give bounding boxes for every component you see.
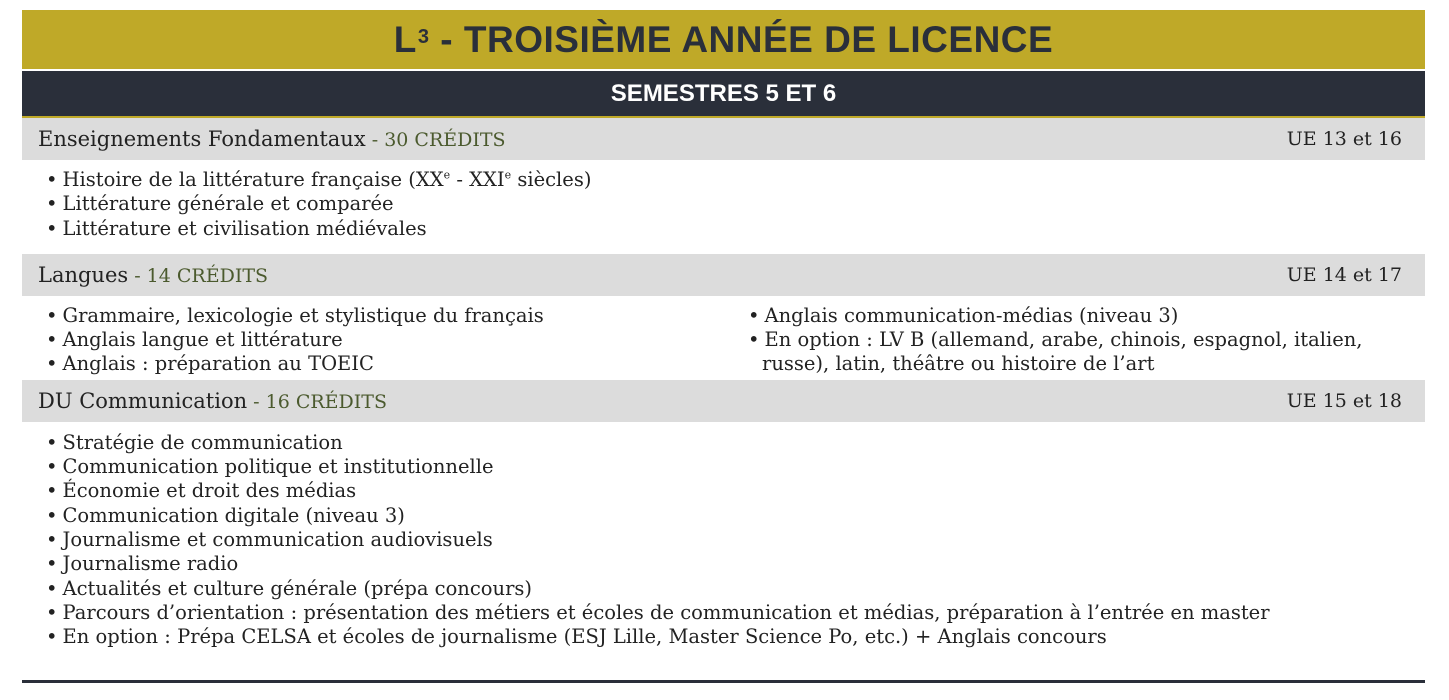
list-item: • Journalisme radio: [38, 552, 1425, 576]
list-item: • Parcours d’orientation : présentation des métiers et écoles de communication et médias, préparation à l’entrée en master: [38, 601, 1425, 625]
section-separator: -: [365, 129, 385, 151]
list-item: • Histoire de la littérature française (XXe - XXIe siècles): [38, 168, 1425, 192]
list-item: • En option : Prépa CELSA et écoles de journalisme (ESJ Lille, Master Science Po, etc.) + Anglais concours: [38, 625, 1425, 649]
list-item: • Anglais communication-médias (niveau 3): [740, 304, 1400, 328]
section-header-du-communication: [22, 380, 1425, 422]
curriculum-table: [22, 10, 1425, 649]
section-heading: [38, 389, 387, 413]
bottom-divider: [22, 680, 1425, 683]
list-item: • Littérature générale et comparée: [38, 192, 1425, 216]
list-item: • Actualités et culture générale (prépa concours): [38, 577, 1425, 601]
list-item: • Littérature et civilisation médiévales: [38, 217, 1425, 241]
section-ue: UE 14 et 17: [1286, 263, 1402, 286]
title-letter: L: [393, 18, 417, 60]
course-list-right: [740, 304, 1400, 377]
section-header-fondamentaux: [22, 118, 1425, 160]
course-list: [38, 168, 1425, 241]
section-ue: UE 15 et 18: [1286, 389, 1402, 412]
section-separator: -: [247, 390, 266, 413]
section-body-langues: [22, 296, 1425, 380]
section-body-du-communication: [22, 422, 1425, 650]
list-item: • Communication digitale (niveau 3): [38, 504, 1425, 528]
page-title: [22, 10, 1425, 69]
section-credits: 14 CRÉDITS: [146, 264, 269, 287]
list-item: • Communication politique et institutionnelle: [38, 455, 1425, 479]
semesters-banner: SEMESTRES 5 ET 6: [22, 71, 1425, 118]
section-body-fondamentaux: [22, 160, 1425, 254]
course-list-left: [38, 304, 740, 377]
list-item: • En option : LV B (allemand, arabe, chinois, espagnol, italien, russe), latin, théâtre ou histoire de l’art: [740, 328, 1400, 377]
section-separator: -: [128, 264, 147, 287]
section-credits: 16 CRÉDITS: [265, 390, 387, 413]
title-superscript: 3: [417, 26, 430, 48]
title-text: - TROISIÈME ANNÉE DE LICENCE: [429, 18, 1054, 60]
section-ue: UE 13 et 16: [1286, 128, 1402, 150]
list-item: • Anglais : préparation au TOEIC: [38, 352, 740, 376]
list-item: • Grammaire, lexicologie et stylistique du français: [38, 304, 740, 328]
section-name: Langues: [38, 262, 129, 287]
section-credits: 30 CRÉDITS: [384, 129, 506, 151]
list-item: • Économie et droit des médias: [38, 479, 1425, 503]
section-name: Enseignements Fondamentaux: [38, 127, 366, 151]
section-heading: [38, 127, 506, 151]
course-list: [38, 431, 1425, 650]
list-item: • Anglais langue et littérature: [38, 328, 740, 352]
section-name: DU Communication: [38, 388, 248, 413]
list-item: • Journalisme et communication audiovisuels: [38, 528, 1425, 552]
section-header-langues: [22, 254, 1425, 296]
list-item: • Stratégie de communication: [38, 431, 1425, 455]
section-heading: [38, 263, 268, 287]
